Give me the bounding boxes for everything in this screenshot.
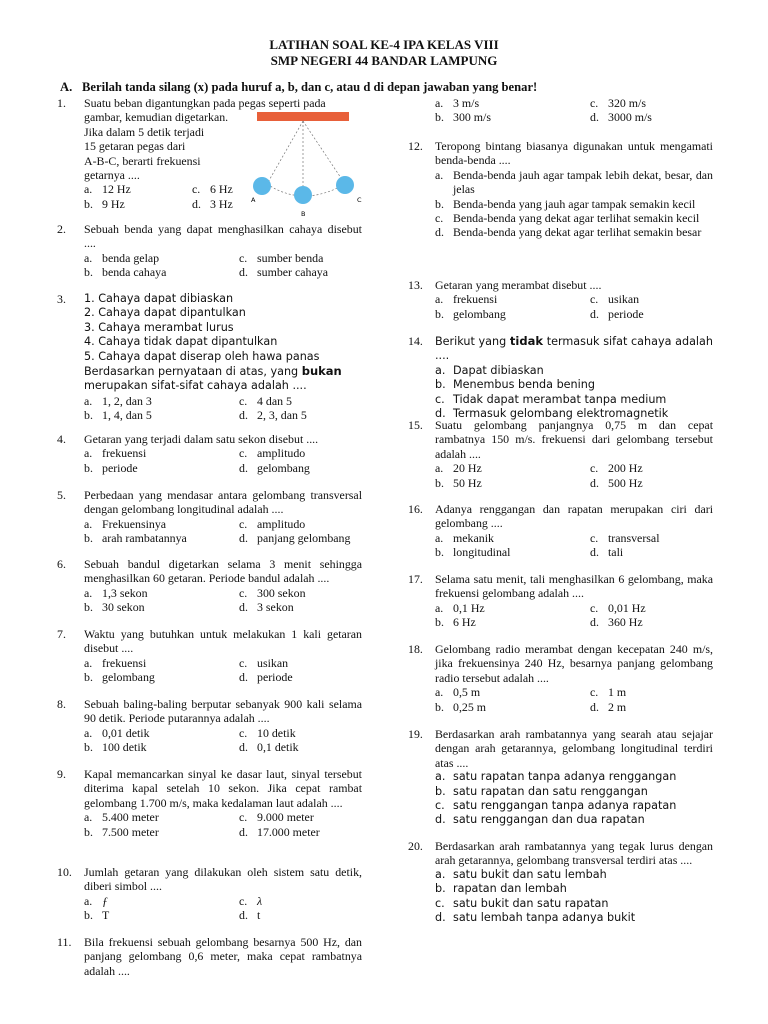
option-a[interactable]: a. 20 Hz	[435, 461, 482, 476]
option-a[interactable]: a. mekanik	[435, 530, 494, 545]
question-11: 11. Bila frekuensi sebuah gelombang besarnya 500 Hz, dan panjang gelombang 0,6 meter, maka cepat rambatnya adalah ....	[57, 935, 362, 978]
option-c[interactable]: c. usikan	[239, 655, 289, 670]
option-a[interactable]: a. benda gelap	[84, 250, 160, 265]
option-b[interactable]: b. gelombang	[84, 670, 155, 685]
option-c[interactable]: c. Tidak dapat merambat tanpa medium	[435, 392, 667, 406]
option-b[interactable]: b. 0,25 m	[435, 699, 487, 714]
option-a[interactable]: a. Benda-benda jauh agar tampak lebih dekat, besar, dan jelas	[435, 167, 713, 197]
option-c[interactable]: c. λ	[239, 893, 263, 908]
option-d[interactable]: d. tali	[590, 545, 624, 560]
option-d[interactable]: d. 0,1 detik	[239, 740, 299, 755]
question-1: 1. Suatu beban digantungkan pada pegas seperti pada gambar, kemudian digetarkan. Jika dalam 5 detik terjadi 15 getaran pegas dari A-B-C, berarti frekuensi getarnya .... a. 12 Hz c. 6 Hz b. 9 Hz d. 3 Hz	[57, 96, 326, 211]
question-19: 19. Berdasarkan arah rambatannya yang searah atau sejajar dengan arah getarannya, gelombang longitudinal terdiri atas .... a. satu rapatan tanpa adanya renggangan b. satu rapatan dan satu renggangan c. satu renggangan tanpa adanya rapatan d. satu renggangan dan dua rapatan	[408, 727, 713, 827]
option-b[interactable]: b. Benda-benda yang jauh agar tampak semakin kecil	[435, 196, 696, 211]
label-b: B	[301, 210, 306, 218]
question-20: 20. Berdasarkan arah rambatannya yang tegak lurus dengan arah getarannya, gelombang transversal terdiri atas .... a. satu bukit dan satu lembah b. rapatan dan lembah c. satu bukit dan satu rapatan d. satu lembah tanpa adanya bukit	[408, 839, 713, 925]
option-d[interactable]: d. satu renggangan dan dua rapatan	[435, 813, 645, 827]
option-a[interactable]: a. 1,3 sekon	[84, 585, 148, 600]
question-12: 12. Teropong bintang biasanya digunakan untuk mengamati benda-benda .... a. Benda-benda jauh agar tampak lebih dekat, besar, dan jelas b. Benda-benda yang jauh agar tampak semakin kecil c. Benda-benda yang dekat agar terlihat semakin kecil d. Benda-benda yang dekat agar terlihat semakin besar	[408, 139, 713, 240]
option-d[interactable]: d. 17.000 meter	[239, 824, 320, 839]
question-14: 14. Berikut yang tidak termasuk sifat cahaya adalah .... a. Dapat dibiaskan b. Menembus benda bening c. Tidak dapat merambat tanpa medium d. Termasuk gelombang elektromagnetik	[408, 334, 713, 421]
question-7: 7. Waktu yang butuhkan untuk melakukan 1 kali getaran disebut .... a. frekuensi c. usikan b. gelombang d. periode	[57, 627, 362, 685]
question-13: 13. Getaran yang merambat disebut .... a. frekuensi c. usikan b. gelombang d. periode	[408, 278, 713, 321]
option-c[interactable]: c. amplitudo	[239, 516, 306, 531]
option-c[interactable]: c. 0,01 Hz	[590, 600, 646, 615]
option-c[interactable]: c. 9.000 meter	[239, 810, 314, 825]
question-5: 5. Perbedaan yang mendasar antara gelombang transversal dengan gelombang longitudinal adalah .... a. Frekuensinya c. amplitudo b. arah rambatannya d. panjang gelombang	[57, 488, 362, 546]
option-c[interactable]: c. 300 sekon	[239, 585, 306, 600]
option-a[interactable]: a. frekuensi	[84, 446, 147, 461]
option-c[interactable]: c. Benda-benda yang dekat agar terlihat semakin kecil	[435, 211, 700, 226]
option-b[interactable]: b. T	[84, 908, 110, 923]
question-16: 16. Adanya renggangan dan rapatan merupakan ciri dari gelombang .... a. mekanik c. transversal b. longitudinal d. tali	[408, 502, 713, 560]
option-b[interactable]: b. periode	[84, 460, 138, 475]
document-title: LATIHAN SOAL KE-4 IPA KELAS VIII	[269, 37, 499, 52]
option-a[interactable]: a. frekuensi	[84, 655, 147, 670]
option-b[interactable]: b. 1, 4, dan 5	[84, 408, 152, 423]
option-b[interactable]: b. 100 detik	[84, 740, 147, 755]
option-b[interactable]: b. rapatan dan lembah	[435, 882, 567, 896]
option-c[interactable]: c. sumber benda	[239, 250, 324, 265]
question-10: 10. Jumlah getaran yang dilakukan oleh sistem satu detik, diberi simbol .... a. ƒ c. λ b. T d. t	[57, 865, 362, 923]
question-3: 3. 1. Cahaya dapat dibiaskan 2. Cahaya dapat dipantulkan 3. Cahaya merambat lurus 4. Cahaya tidak dapat dipantulkan 5. Cahaya dapat diserap oleh hawa panas Berdasarkan pernyataan di atas, yang bukan merupakan sifat-sifat cahaya adalah .... a. 1, 2, dan 3 c. 4 dan 5 b. 1, 4, dan 5 d. 2, 3, dan 5	[57, 292, 362, 423]
question-2: 2. Sebuah benda yang dapat menghasilkan cahaya disebut .... a. benda gelap c. sumber benda b. benda cahaya d. sumber cahaya	[57, 222, 362, 280]
option-b[interactable]: b. benda cahaya	[84, 265, 167, 280]
question-8: 8. Sebuah baling-baling berputar sebanyak 900 kali selama 90 detik. Periode putarannya adalah .... a. 0,01 detik c. 10 detik b. 100 detik d. 0,1 detik	[57, 697, 362, 755]
option-d[interactable]: d. satu lembah tanpa adanya bukit	[435, 911, 636, 925]
option-b[interactable]: b. 9 Hz	[84, 196, 125, 211]
option-a[interactable]: a. 12 Hz	[84, 182, 131, 197]
option-b[interactable]: b. 6 Hz	[435, 615, 476, 630]
option-c[interactable]: c. satu renggangan tanpa adanya rapatan	[435, 799, 677, 813]
option-b[interactable]: b. longitudinal	[435, 545, 511, 560]
option-d[interactable]: d. gelombang	[239, 460, 310, 475]
option-d[interactable]: d. 500 Hz	[590, 475, 643, 490]
label-c: C	[357, 196, 362, 204]
school-name: SMP NEGERI 44 BANDAR LAMPUNG	[270, 53, 498, 68]
option-b[interactable]: b. 30 sekon	[84, 600, 145, 615]
option-c[interactable]: c. 6 Hz	[192, 182, 233, 197]
option-b[interactable]: b. 7.500 meter	[84, 824, 159, 839]
option-c[interactable]: c. 1 m	[590, 685, 627, 700]
option-a[interactable]: a. 0,5 m	[435, 685, 481, 700]
option-d[interactable]: d. Termasuk gelombang elektromagnetik	[435, 407, 669, 421]
option-d[interactable]: d. sumber cahaya	[239, 265, 328, 280]
option-a[interactable]: a. frekuensi	[435, 292, 498, 307]
option-b[interactable]: b. satu rapatan dan satu renggangan	[435, 784, 648, 798]
option-b[interactable]: b. 50 Hz	[435, 475, 482, 490]
instruction-text: Berilah tanda silang (x) pada huruf a, b, dan c, atau d di depan jawaban yang benar!	[82, 80, 538, 94]
option-c[interactable]: c. 200 Hz	[590, 461, 643, 476]
option-c[interactable]: c. usikan	[590, 292, 640, 307]
option-d[interactable]: d. Benda-benda yang dekat agar terlihat semakin besar	[435, 225, 702, 240]
option-d[interactable]: d. t	[239, 908, 261, 923]
option-d[interactable]: d. 2 m	[590, 699, 627, 714]
question-17: 17. Selama satu menit, tali menghasilkan 6 gelombang, maka frekuensi gelombang adalah .... a. 0,1 Hz c. 0,01 Hz b. 6 Hz d. 360 Hz	[408, 572, 713, 630]
section-instruction	[60, 80, 537, 95]
option-d[interactable]: d. periode	[239, 670, 293, 685]
option-c[interactable]: c. transversal	[590, 530, 660, 545]
question-15: 15. Suatu gelombang panjangnya 0,75 m dan cepat rambatnya 150 m/s. frekuensi dari gelombang tersebut adalah .... a. 20 Hz c. 200 Hz b. 50 Hz d. 500 Hz	[408, 418, 713, 490]
option-a[interactable]: a. 0,01 detik	[84, 725, 150, 740]
option-b[interactable]: b. arah rambatannya	[84, 531, 187, 546]
option-a[interactable]: a. 0,1 Hz	[435, 600, 485, 615]
option-b[interactable]: b. 300 m/s	[435, 110, 491, 125]
option-a[interactable]: a. Dapat dibiaskan	[435, 363, 544, 377]
option-d[interactable]: d. 3 Hz	[192, 196, 233, 211]
option-c[interactable]: c. 10 detik	[239, 725, 296, 740]
option-a[interactable]: a. 3 m/s	[435, 96, 480, 110]
option-d[interactable]: d. 3 sekon	[239, 600, 294, 615]
label-a: A	[251, 196, 256, 204]
option-a[interactable]: a. 5.400 meter	[84, 810, 159, 825]
question-9: 9. Kapal memancarkan sinyal ke dasar laut, sinyal tersebut diterima kapal setelah 10 sekon. Jika cepat rambat gelombang 1.700 m/s, maka kedalaman laut adalah .... a. 5.400 meter c. 9.000 meter b. 7.500 meter d. 17.000 meter	[57, 767, 362, 839]
option-d[interactable]: d. 360 Hz	[590, 615, 643, 630]
question-18: 18. Gelombang radio merambat dengan kecepatan 240 m/s, jika frekuensinya 240 Hz, besarnya panjang gelombang radio tersebut adalah .... a. 0,5 m c. 1 m b. 0,25 m d. 2 m	[408, 642, 713, 714]
question-4: 4. Getaran yang terjadi dalam satu sekon disebut .... a. frekuensi c. amplitudo b. periode d. gelombang	[57, 432, 362, 475]
option-a[interactable]: a. satu rapatan tanpa adanya renggangan	[435, 770, 677, 784]
option-a[interactable]: a. satu bukit dan satu lembah	[435, 867, 607, 881]
option-d[interactable]: d. 2, 3, dan 5	[239, 408, 307, 423]
option-a[interactable]: a. ƒ	[84, 893, 108, 908]
option-d[interactable]: d. panjang gelombang	[239, 531, 351, 546]
question-6: 6. Sebuah bandul digetarkan selama 3 menit sehingga menghasilkan 60 getaran. Periode bandul adalah .... a. 1,3 sekon c. 300 sekon b. 30 sekon d. 3 sekon	[57, 557, 362, 615]
option-d[interactable]: d. periode	[590, 306, 644, 321]
option-c[interactable]: c. amplitudo	[239, 446, 306, 461]
section-label: A.	[60, 80, 73, 94]
option-a[interactable]: a. 1, 2, dan 3	[84, 393, 152, 408]
option-b[interactable]: b. gelombang	[435, 306, 506, 321]
question-11-options	[408, 96, 713, 125]
option-a[interactable]: a. Frekuensinya	[84, 516, 167, 531]
option-c[interactable]: c. 320 m/s	[590, 96, 646, 110]
option-d[interactable]: d. 3000 m/s	[590, 110, 652, 125]
option-c[interactable]: c. 4 dan 5	[239, 393, 293, 408]
option-c[interactable]: c. satu bukit dan satu rapatan	[435, 896, 609, 910]
option-b[interactable]: b. Menembus benda bening	[435, 378, 595, 392]
